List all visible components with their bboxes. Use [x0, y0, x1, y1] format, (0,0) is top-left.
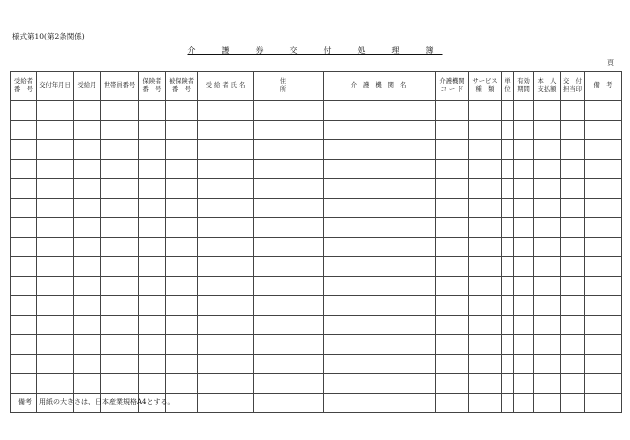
table-cell[interactable] — [74, 218, 101, 238]
table-cell[interactable] — [436, 315, 469, 335]
table-cell[interactable] — [11, 101, 37, 121]
table-cell[interactable] — [502, 237, 514, 257]
table-cell[interactable] — [74, 198, 101, 218]
table-cell[interactable] — [37, 179, 74, 199]
table-cell[interactable] — [561, 101, 585, 121]
table-cell[interactable] — [74, 276, 101, 296]
column-header: サービス 種 類 — [469, 72, 502, 101]
column-header: 本 人 支払額 — [534, 72, 561, 101]
table-cell[interactable] — [436, 335, 469, 355]
table-cell[interactable] — [585, 296, 622, 316]
table-cell[interactable] — [585, 101, 622, 121]
table-cell[interactable] — [534, 257, 561, 277]
table-cell[interactable] — [502, 198, 514, 218]
table-cell[interactable] — [514, 159, 534, 179]
page-title — [0, 45, 630, 56]
table-cell[interactable] — [514, 120, 534, 140]
table-cell[interactable] — [514, 296, 534, 316]
column-header: 被保険者 番 号 — [166, 72, 198, 101]
table-cell[interactable] — [324, 198, 436, 218]
table-cell[interactable] — [502, 120, 514, 140]
column-header: 受給者 番 号 — [11, 72, 37, 101]
table-cell[interactable] — [139, 257, 166, 277]
table-cell[interactable] — [101, 140, 139, 160]
table-cell[interactable] — [469, 393, 502, 413]
table-cell[interactable] — [139, 218, 166, 238]
table-cell[interactable] — [37, 276, 74, 296]
table-cell[interactable] — [436, 101, 469, 121]
table-cell[interactable] — [514, 101, 534, 121]
table-cell[interactable] — [469, 159, 502, 179]
table-cell[interactable] — [502, 276, 514, 296]
ledger-table — [10, 71, 622, 413]
table-cell[interactable] — [101, 120, 139, 140]
table-cell[interactable] — [37, 335, 74, 355]
table-cell[interactable] — [74, 296, 101, 316]
table-cell[interactable] — [139, 159, 166, 179]
table-cell[interactable] — [11, 276, 37, 296]
table-cell[interactable] — [254, 315, 324, 335]
table-cell[interactable] — [254, 354, 324, 374]
table-cell[interactable] — [561, 257, 585, 277]
table-cell[interactable] — [37, 218, 74, 238]
table-cell[interactable] — [198, 237, 254, 257]
table-cell[interactable] — [534, 296, 561, 316]
ledger-body — [11, 101, 622, 413]
column-header: 介護機関 コ ー ド — [436, 72, 469, 101]
table-cell[interactable] — [469, 198, 502, 218]
table-cell[interactable] — [324, 237, 436, 257]
table-cell[interactable] — [585, 374, 622, 394]
column-header: 有効 期間 — [514, 72, 534, 101]
column-header: 世帯員番号 — [101, 72, 139, 101]
table-cell[interactable] — [585, 218, 622, 238]
table-cell[interactable] — [254, 218, 324, 238]
form-number-label: 様式第10(第2条関係) — [12, 32, 85, 41]
table-cell[interactable] — [101, 374, 139, 394]
table-cell[interactable] — [534, 335, 561, 355]
table-cell[interactable] — [436, 120, 469, 140]
table-cell[interactable] — [502, 179, 514, 199]
table-cell[interactable] — [11, 140, 37, 160]
table-cell[interactable] — [198, 276, 254, 296]
table-cell[interactable] — [469, 276, 502, 296]
table-cell[interactable] — [254, 374, 324, 394]
table-cell[interactable] — [514, 315, 534, 335]
table-cell[interactable] — [324, 276, 436, 296]
column-header: 備 考 — [585, 72, 622, 101]
table-cell[interactable] — [324, 335, 436, 355]
table-cell[interactable] — [101, 335, 139, 355]
table-cell[interactable] — [74, 237, 101, 257]
table-cell[interactable] — [254, 198, 324, 218]
table-cell[interactable] — [534, 140, 561, 160]
table-cell[interactable] — [139, 374, 166, 394]
table-cell[interactable] — [534, 120, 561, 140]
table-cell[interactable] — [37, 315, 74, 335]
table-cell[interactable] — [514, 276, 534, 296]
table-cell[interactable] — [101, 257, 139, 277]
table-cell[interactable] — [198, 140, 254, 160]
table-cell[interactable] — [11, 354, 37, 374]
column-header: 交 付 担当印 — [561, 72, 585, 101]
table-cell[interactable] — [436, 140, 469, 160]
table-cell[interactable] — [324, 296, 436, 316]
table-cell[interactable] — [436, 159, 469, 179]
title-text: 介 護 券 交 付 処 理 簿 — [187, 46, 443, 55]
header-row — [11, 72, 622, 101]
footer-note: 備考 用紙の大きさは、日本産業規格A4とする。 — [18, 398, 175, 406]
table-cell[interactable] — [101, 198, 139, 218]
table-cell[interactable] — [585, 198, 622, 218]
table-cell[interactable] — [324, 393, 436, 413]
table-cell[interactable] — [101, 159, 139, 179]
table-cell[interactable] — [502, 335, 514, 355]
table-cell[interactable] — [37, 120, 74, 140]
table-cell[interactable] — [37, 101, 74, 121]
table-cell[interactable] — [139, 296, 166, 316]
page-number-mark: 頁 — [607, 59, 614, 67]
table-cell[interactable] — [534, 315, 561, 335]
table-cell[interactable] — [324, 101, 436, 121]
table-cell[interactable] — [514, 393, 534, 413]
table-cell[interactable] — [254, 393, 324, 413]
table-cell[interactable] — [436, 296, 469, 316]
table-cell[interactable] — [585, 354, 622, 374]
table-cell[interactable] — [514, 198, 534, 218]
table-cell[interactable] — [469, 315, 502, 335]
table-row — [11, 159, 622, 179]
table-cell[interactable] — [166, 335, 198, 355]
column-header: 介 護 機 関 名 — [324, 72, 436, 101]
table-cell[interactable] — [198, 179, 254, 199]
table-cell[interactable] — [74, 354, 101, 374]
table-cell[interactable] — [254, 237, 324, 257]
table-cell[interactable] — [534, 276, 561, 296]
table-cell[interactable] — [37, 354, 74, 374]
table-cell[interactable] — [514, 237, 534, 257]
column-header: 受 給 者 氏 名 — [198, 72, 254, 101]
table-cell[interactable] — [37, 140, 74, 160]
table-cell[interactable] — [11, 218, 37, 238]
table-cell[interactable] — [11, 296, 37, 316]
table-cell[interactable] — [139, 237, 166, 257]
table-cell[interactable] — [101, 296, 139, 316]
table-cell[interactable] — [561, 374, 585, 394]
table-cell[interactable] — [37, 374, 74, 394]
table-row — [11, 120, 622, 140]
table-cell[interactable] — [11, 159, 37, 179]
table-cell[interactable] — [198, 315, 254, 335]
table-cell[interactable] — [166, 296, 198, 316]
table-cell[interactable] — [101, 218, 139, 238]
table-cell[interactable] — [139, 315, 166, 335]
table-cell[interactable] — [324, 179, 436, 199]
table-cell[interactable] — [166, 120, 198, 140]
table-cell[interactable] — [514, 140, 534, 160]
table-cell[interactable] — [561, 276, 585, 296]
table-cell[interactable] — [166, 374, 198, 394]
table-row — [11, 374, 622, 394]
table-cell[interactable] — [561, 198, 585, 218]
table-cell[interactable] — [74, 335, 101, 355]
table-cell[interactable] — [502, 393, 514, 413]
table-cell[interactable] — [436, 198, 469, 218]
table-row — [11, 140, 622, 160]
table-cell[interactable] — [561, 159, 585, 179]
table-cell[interactable] — [502, 257, 514, 277]
table-cell[interactable] — [324, 354, 436, 374]
table-cell[interactable] — [561, 218, 585, 238]
table-cell[interactable] — [198, 393, 254, 413]
table-row — [11, 101, 622, 121]
table-cell[interactable] — [74, 101, 101, 121]
table-cell[interactable] — [469, 218, 502, 238]
table-cell[interactable] — [37, 159, 74, 179]
table-cell[interactable] — [37, 296, 74, 316]
table-cell[interactable] — [534, 354, 561, 374]
table-cell[interactable] — [11, 315, 37, 335]
table-row — [11, 257, 622, 277]
table-cell[interactable] — [324, 159, 436, 179]
table-cell[interactable] — [469, 374, 502, 394]
table-cell[interactable] — [74, 179, 101, 199]
column-header: 受給月 — [74, 72, 101, 101]
table-cell[interactable] — [502, 159, 514, 179]
table-cell[interactable] — [534, 393, 561, 413]
table-cell[interactable] — [139, 198, 166, 218]
table-cell[interactable] — [101, 237, 139, 257]
table-cell[interactable] — [74, 140, 101, 160]
table-cell[interactable] — [198, 354, 254, 374]
table-cell[interactable] — [469, 140, 502, 160]
table-cell[interactable] — [254, 335, 324, 355]
table-cell[interactable] — [324, 257, 436, 277]
table-cell[interactable] — [166, 257, 198, 277]
table-cell[interactable] — [101, 101, 139, 121]
table-cell[interactable] — [585, 237, 622, 257]
table-cell[interactable] — [74, 374, 101, 394]
table-row — [11, 237, 622, 257]
table-cell[interactable] — [139, 276, 166, 296]
table-cell[interactable] — [254, 296, 324, 316]
table-cell[interactable] — [502, 296, 514, 316]
table-cell[interactable] — [469, 179, 502, 199]
table-cell[interactable] — [11, 335, 37, 355]
table-cell[interactable] — [139, 140, 166, 160]
table-cell[interactable] — [561, 315, 585, 335]
table-cell[interactable] — [254, 257, 324, 277]
table-cell[interactable] — [534, 179, 561, 199]
table-cell[interactable] — [198, 120, 254, 140]
table-cell[interactable] — [324, 315, 436, 335]
table-cell[interactable] — [139, 335, 166, 355]
table-cell[interactable] — [561, 393, 585, 413]
table-cell[interactable] — [514, 374, 534, 394]
table-cell[interactable] — [166, 159, 198, 179]
table-cell[interactable] — [166, 140, 198, 160]
table-cell[interactable] — [561, 179, 585, 199]
table-cell[interactable] — [585, 120, 622, 140]
table-cell[interactable] — [101, 276, 139, 296]
table-cell[interactable] — [469, 335, 502, 355]
table-cell[interactable] — [561, 140, 585, 160]
table-cell[interactable] — [198, 374, 254, 394]
table-cell[interactable] — [514, 335, 534, 355]
table-cell[interactable] — [585, 315, 622, 335]
table-cell[interactable] — [254, 159, 324, 179]
table-cell[interactable] — [139, 354, 166, 374]
table-cell[interactable] — [469, 120, 502, 140]
table-cell[interactable] — [74, 257, 101, 277]
table-cell[interactable] — [254, 179, 324, 199]
table-cell[interactable] — [534, 198, 561, 218]
table-cell[interactable] — [585, 159, 622, 179]
table-cell[interactable] — [166, 198, 198, 218]
table-cell[interactable] — [436, 218, 469, 238]
table-cell[interactable] — [436, 354, 469, 374]
table-cell[interactable] — [436, 179, 469, 199]
table-cell[interactable] — [534, 374, 561, 394]
table-cell[interactable] — [166, 101, 198, 121]
table-cell[interactable] — [37, 237, 74, 257]
table-cell[interactable] — [166, 237, 198, 257]
table-cell[interactable] — [502, 101, 514, 121]
column-header: 保険者 番 号 — [139, 72, 166, 101]
table-cell[interactable] — [254, 120, 324, 140]
table-cell[interactable] — [11, 179, 37, 199]
column-header: 交付年月日 — [37, 72, 74, 101]
table-cell[interactable] — [324, 218, 436, 238]
table-cell[interactable] — [436, 257, 469, 277]
table-cell[interactable] — [11, 198, 37, 218]
table-cell[interactable] — [534, 101, 561, 121]
table-cell[interactable] — [198, 101, 254, 121]
table-cell[interactable] — [166, 218, 198, 238]
table-cell[interactable] — [585, 276, 622, 296]
table-cell[interactable] — [254, 276, 324, 296]
table-row — [11, 276, 622, 296]
table-cell[interactable] — [436, 237, 469, 257]
table-cell[interactable] — [436, 393, 469, 413]
table-cell[interactable] — [514, 179, 534, 199]
table-cell[interactable] — [585, 257, 622, 277]
table-cell[interactable] — [514, 354, 534, 374]
table-cell[interactable] — [166, 179, 198, 199]
table-cell[interactable] — [561, 354, 585, 374]
table-cell[interactable] — [324, 140, 436, 160]
table-cell[interactable] — [254, 140, 324, 160]
table-cell[interactable] — [561, 335, 585, 355]
table-cell[interactable] — [139, 101, 166, 121]
table-cell[interactable] — [101, 354, 139, 374]
table-cell[interactable] — [502, 374, 514, 394]
table-cell[interactable] — [74, 120, 101, 140]
table-cell[interactable] — [502, 315, 514, 335]
table-cell[interactable] — [198, 159, 254, 179]
table-cell[interactable] — [324, 120, 436, 140]
table-cell[interactable] — [37, 257, 74, 277]
column-header: 住 所 — [254, 72, 324, 101]
table-cell[interactable] — [514, 218, 534, 238]
table-cell[interactable] — [436, 374, 469, 394]
table-cell[interactable] — [502, 140, 514, 160]
column-header: 単 位 — [502, 72, 514, 101]
table-cell[interactable] — [74, 159, 101, 179]
table-cell[interactable] — [469, 101, 502, 121]
table-row — [11, 296, 622, 316]
table-cell[interactable] — [561, 296, 585, 316]
table-cell[interactable] — [139, 120, 166, 140]
table-cell[interactable] — [502, 218, 514, 238]
table-cell[interactable] — [502, 354, 514, 374]
table-cell[interactable] — [585, 140, 622, 160]
table-cell[interactable] — [198, 257, 254, 277]
table-row — [11, 218, 622, 238]
table-cell[interactable] — [469, 257, 502, 277]
table-row — [11, 354, 622, 374]
table-cell[interactable] — [166, 354, 198, 374]
table-cell[interactable] — [11, 257, 37, 277]
table-row — [11, 198, 622, 218]
table-cell[interactable] — [534, 159, 561, 179]
table-row — [11, 315, 622, 335]
table-cell[interactable] — [534, 218, 561, 238]
table-cell[interactable] — [469, 354, 502, 374]
table-cell[interactable] — [101, 315, 139, 335]
table-cell[interactable] — [585, 335, 622, 355]
table-cell[interactable] — [166, 276, 198, 296]
table-cell[interactable] — [166, 315, 198, 335]
table-cell[interactable] — [585, 393, 622, 413]
table-cell[interactable] — [198, 335, 254, 355]
table-cell[interactable] — [139, 179, 166, 199]
table-cell[interactable] — [561, 120, 585, 140]
table-row — [11, 179, 622, 199]
table-cell[interactable] — [436, 276, 469, 296]
table-row — [11, 335, 622, 355]
table-cell[interactable] — [324, 374, 436, 394]
table-cell[interactable] — [11, 237, 37, 257]
table-cell[interactable] — [37, 198, 74, 218]
table-cell[interactable] — [11, 120, 37, 140]
table-cell[interactable] — [198, 218, 254, 238]
table-cell[interactable] — [561, 237, 585, 257]
table-cell[interactable] — [11, 374, 37, 394]
table-cell[interactable] — [514, 257, 534, 277]
table-cell[interactable] — [469, 237, 502, 257]
table-cell[interactable] — [469, 296, 502, 316]
table-cell[interactable] — [198, 198, 254, 218]
table-cell[interactable] — [74, 315, 101, 335]
table-cell[interactable] — [585, 179, 622, 199]
table-cell[interactable] — [254, 101, 324, 121]
table-cell[interactable] — [198, 296, 254, 316]
table-cell[interactable] — [101, 179, 139, 199]
table-cell[interactable] — [534, 237, 561, 257]
